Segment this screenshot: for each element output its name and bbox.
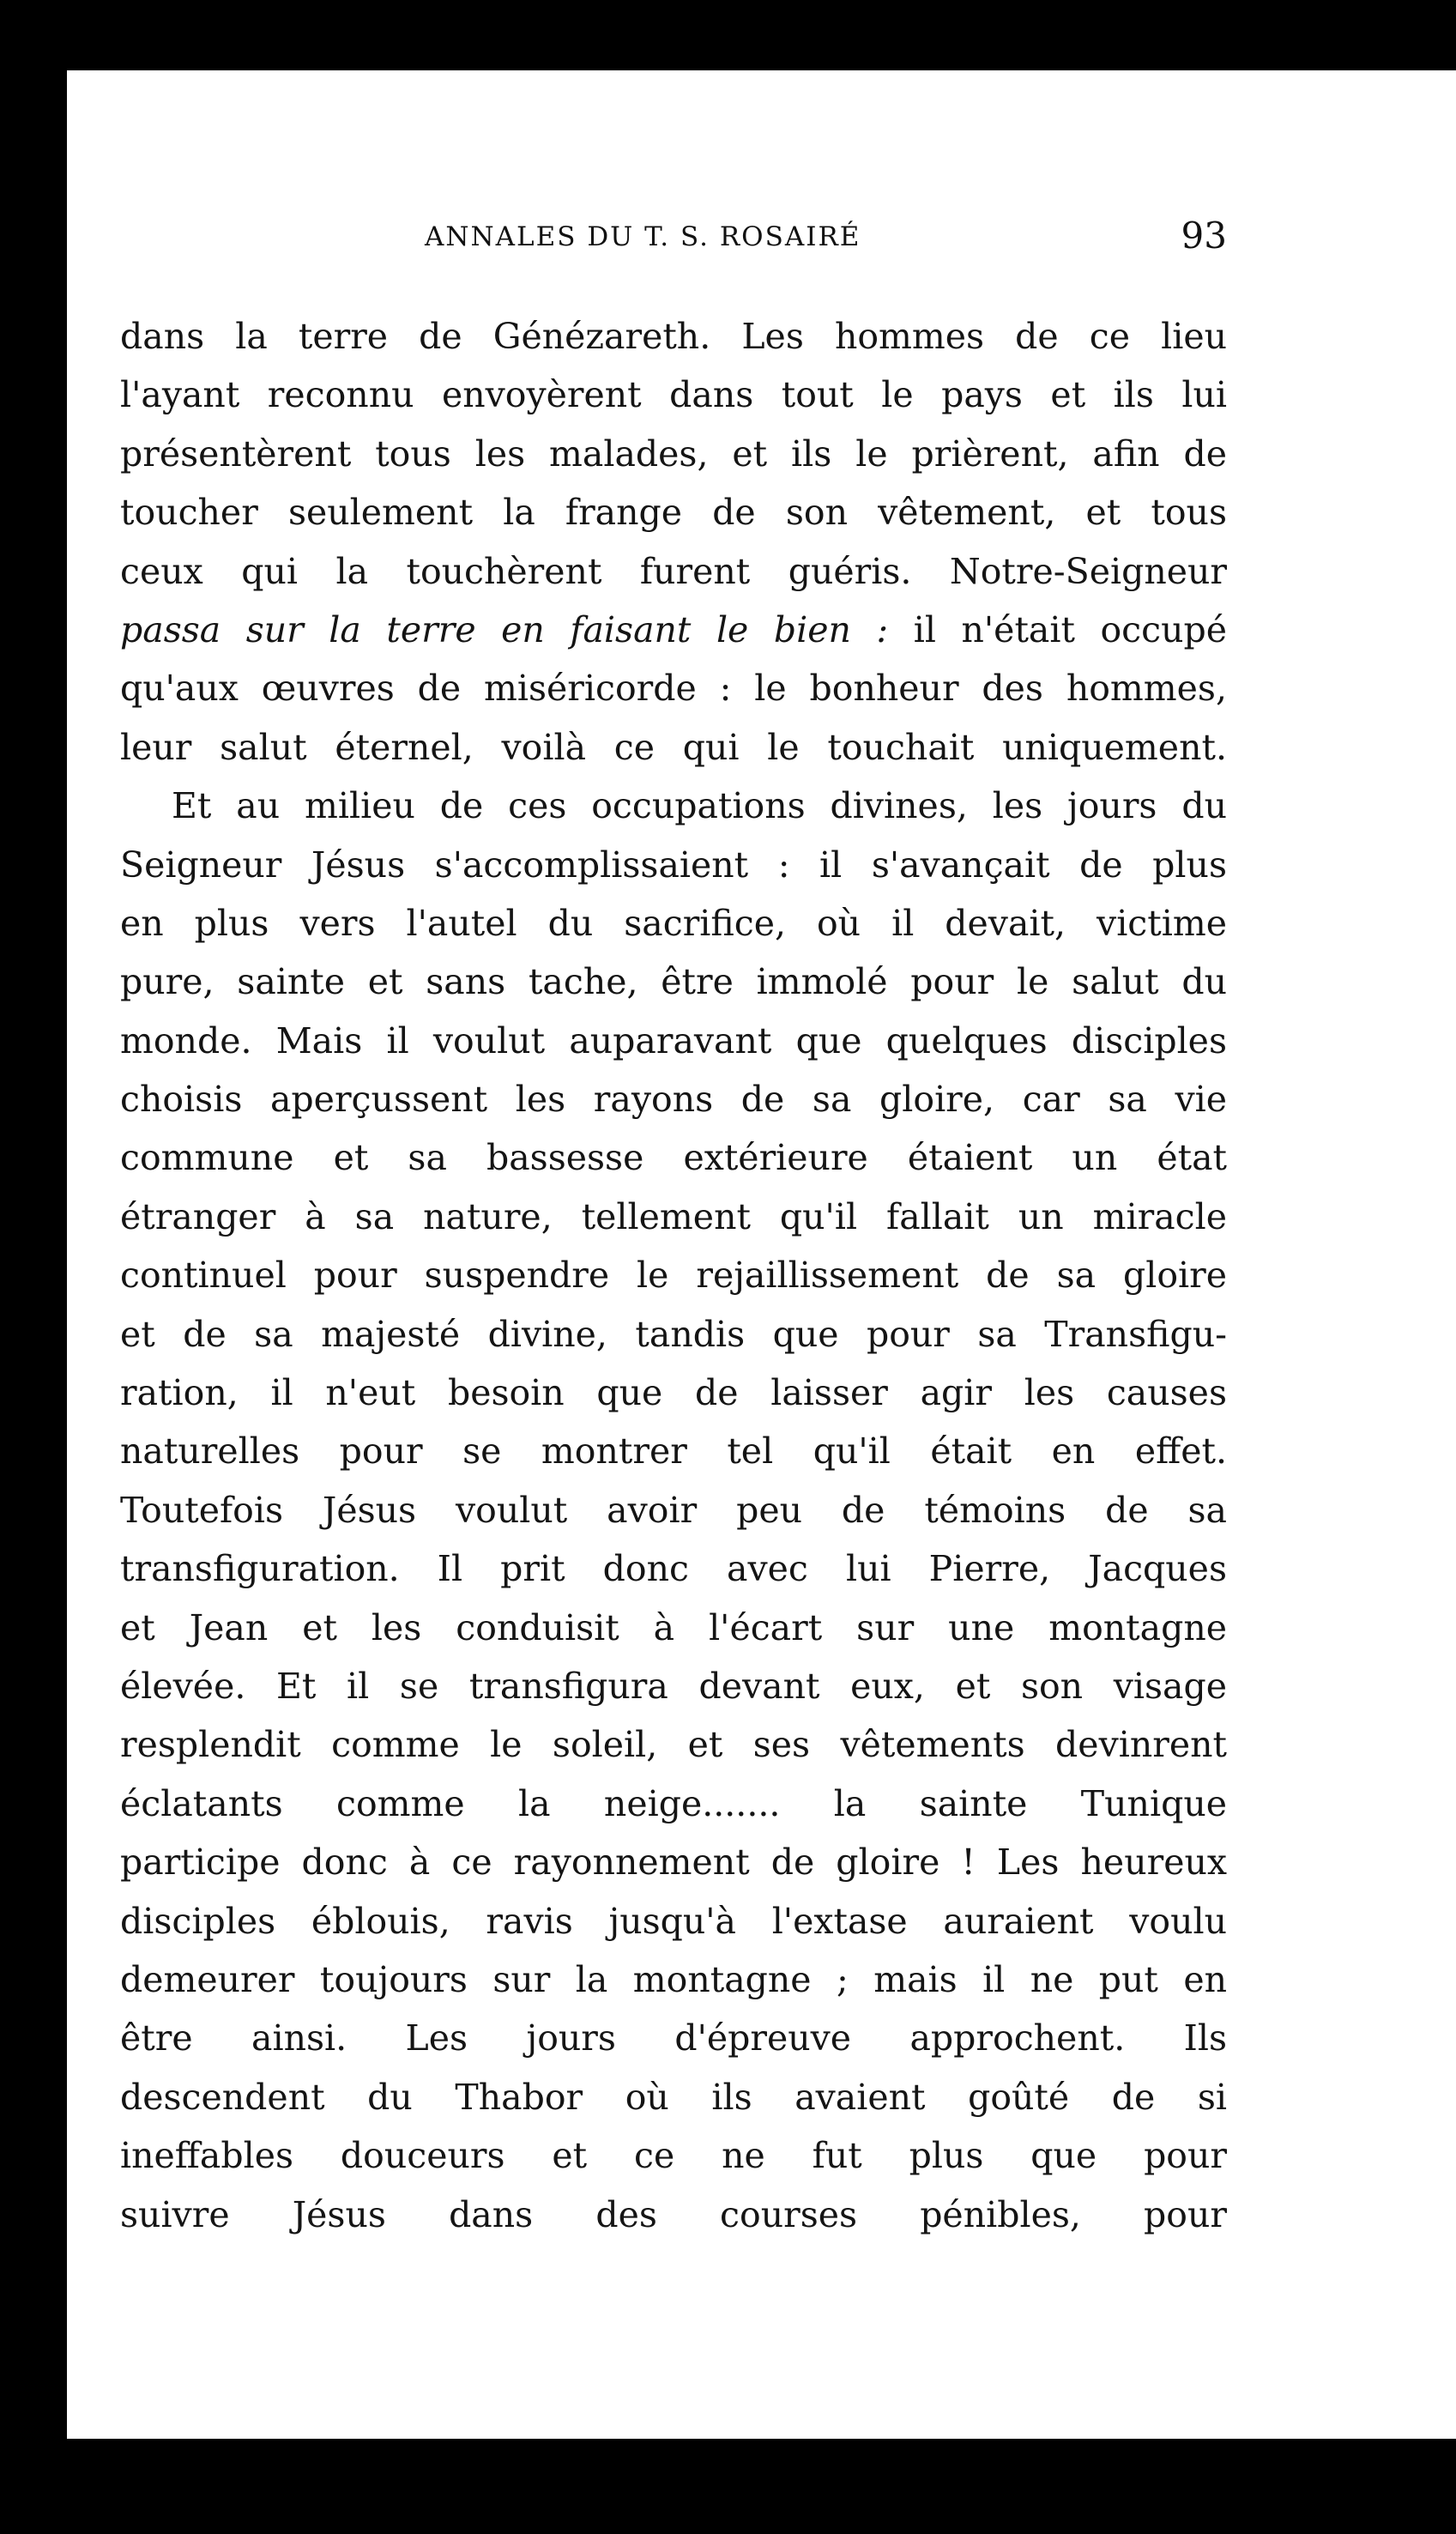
text-run: il n'était occupé: [913, 608, 1227, 650]
text-line: toucher seulement la frange de son vêtement, et tous: [120, 492, 1227, 534]
text-line: suivre Jésus dans des courses pénibles, pour: [120, 2193, 1227, 2235]
text-line: Seigneur Jésus s'accomplissaient : il s'avançait de plus: [120, 844, 1227, 886]
text-line: être ainsi. Les jours d'épreuve approchent. Ils: [120, 2017, 1227, 2059]
text-line: Toutefois Jésus voulut avoir peu de témoins de sa: [120, 1489, 1227, 1531]
text-line: continuel pour suspendre le rejaillissement de sa gloire: [120, 1255, 1227, 1297]
running-title: ANNALES DU T. S. ROSAIRÉ: [425, 221, 861, 252]
text-line: disciples éblouis, ravis jusqu'à l'extase auraient voulu: [120, 1900, 1227, 1942]
text-line: transfiguration. Il prit donc avec lui Pierre, Jacques: [120, 1548, 1227, 1590]
text-line: naturelles pour se montrer tel qu'il était en effet.: [120, 1430, 1227, 1473]
text-line: choisis aperçussent les rayons de sa gloire, car sa vie: [120, 1079, 1227, 1121]
text-line: présentèrent tous les malades, et ils le prièrent, afin de: [120, 432, 1227, 475]
text-line: dans la terre de Génézareth. Les hommes de ce lieu: [120, 316, 1227, 357]
text-line-mixed: [120, 601, 1227, 659]
text-line: ration, il n'eut besoin que de laisser agir les causes: [120, 1372, 1227, 1414]
scan-border-top: [0, 0, 1456, 70]
text-line: élevée. Et il se transfigura devant eux, et son visage: [120, 1665, 1227, 1707]
text-line: qu'aux œuvres de miséricorde : le bonheur des hommes,: [120, 668, 1227, 710]
text-line: et Jean et les conduisit à l'écart sur une montagne: [120, 1606, 1227, 1648]
italic-phrase: passa sur la terre en faisant le bien :: [120, 608, 889, 650]
page-number: 93: [1181, 215, 1227, 257]
body-text: [120, 307, 1227, 2244]
text-line: étranger à sa nature, tellement qu'il fallait un miracle: [120, 1195, 1227, 1237]
text-line: commune et sa bassesse extérieure étaient un état: [120, 1137, 1227, 1179]
text-line: participe donc à ce rayonnement de gloire ! Les heureux: [120, 1842, 1227, 1884]
text-line: et de sa majesté divine, tandis que pour sa Transfigu-: [120, 1313, 1227, 1355]
text-line: demeurer toujours sur la montagne ; mais il ne put en: [120, 1958, 1227, 2000]
text-line: éclatants comme la neige....... la sainte Tunique: [120, 1782, 1227, 1824]
text-line: l'ayant reconnu envoyèrent dans tout le pays et ils lui: [120, 374, 1227, 416]
text-line: ineffables douceurs et ce ne fut plus que pour: [120, 2135, 1227, 2177]
text-line: descendent du Thabor où ils avaient goûté de si: [120, 2076, 1227, 2118]
text-line: ceux qui la touchèrent furent guéris. Notre-Seigneur: [120, 550, 1227, 592]
text-line: leur salut éternel, voilà ce qui le touchait uniquement.: [120, 726, 1227, 768]
text-line: pure, sainte et sans tache, être immolé pour le salut du: [120, 961, 1227, 1003]
text-line: Et au milieu de ces occupations divines, les jours du: [172, 785, 1227, 827]
scan-border-left: [0, 0, 67, 2534]
text-line: resplendit comme le soleil, et ses vêtements devinrent: [120, 1724, 1227, 1766]
text-line: monde. Mais il voulut auparavant que quelques disciples: [120, 1019, 1227, 1061]
scan-border-bottom: [0, 2439, 1456, 2534]
text-line: en plus vers l'autel du sacrifice, où il devait, victime: [120, 902, 1227, 944]
running-header: [120, 215, 1227, 257]
